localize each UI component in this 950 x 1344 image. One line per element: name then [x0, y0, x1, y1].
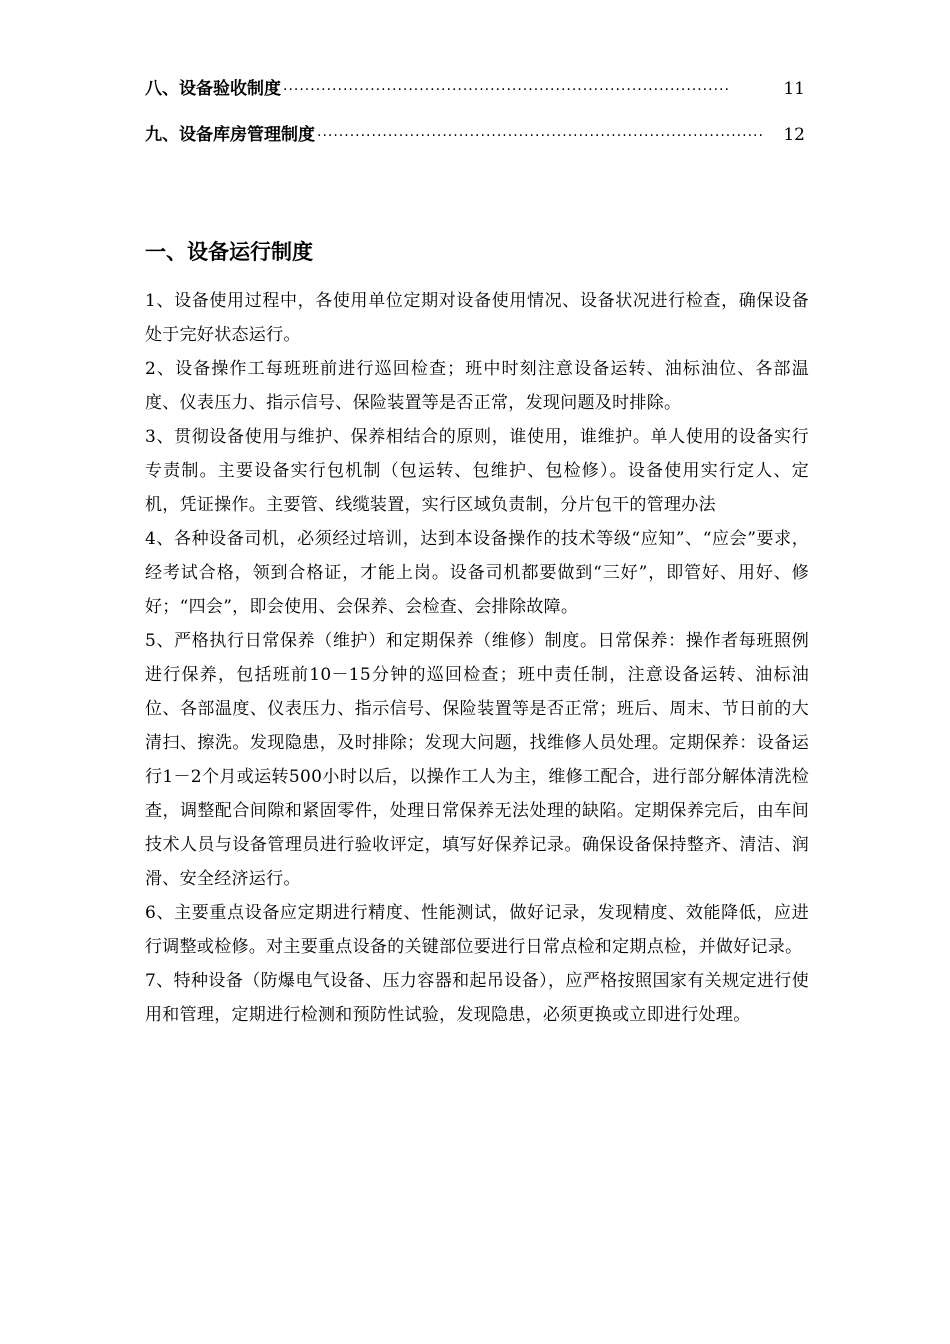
toc-leader-dots: ·················································································· — [317, 128, 764, 144]
paragraph: 1、设备使用过程中，各使用单位定期对设备使用情况、设备状况进行检查，确保设备处于完好状态运行。 — [145, 291, 809, 345]
table-of-contents — [145, 74, 805, 166]
toc-entry[interactable] — [145, 120, 805, 166]
toc-entry-page: 11 — [783, 79, 805, 99]
paragraph: 7、特种设备（防爆电气设备、压力容器和起吊设备），应严格按照国家有关规定进行使用和管理，定期进行检测和预防性试验，发现隐患，必须更换或立即进行处理。 — [145, 971, 809, 1025]
toc-entry-label: 八、设备验收制度 — [145, 79, 281, 99]
paragraph: 5、严格执行日常保养（维护）和定期保养（维修）制度。日常保养：操作者每班照例进行保养，包括班前10－15分钟的巡回检查；班中责任制，注意设备运转、油标油位、各部温度、仪表压力、指示信号、保险装置等是否正常；班后、周末、节日前的大清扫、擦洗。发现隐患，及时排除；发现大问题，找维修人员处理。定期保养：设备运行1－2个月或运转500小时以后，以操作工人为主，维修工配合，进行部分解体清洗检查，调整配合间隙和紧固零件，处理日常保养无法处理的缺陷。定期保养完后，由车间技术人员与设备管理员进行验收评定，填写好保养记录。确保设备保持整齐、清洁、润滑、安全经济运行。 — [145, 631, 809, 889]
paragraph: 3、贯彻设备使用与维护、保养相结合的原则，谁使用，谁维护。单人使用的设备实行专责制。主要设备实行包机制（包运转、包维护、包检修）。设备使用实行定人、定机，凭证操作。主要管、线缆装置，实行区域负责制，分片包干的管理办法 — [145, 427, 809, 515]
section-heading: 一、设备运行制度 — [145, 240, 313, 264]
paragraph: 2、设备操作工每班班前进行巡回检查；班中时刻注意设备运转、油标油位、各部温度、仪表压力、指示信号、保险装置等是否正常，发现问题及时排除。 — [145, 359, 809, 413]
toc-entry-page: 12 — [783, 125, 805, 145]
paragraph: 6、主要重点设备应定期进行精度、性能测试，做好记录，发现精度、效能降低，应进行调整或检修。对主要重点设备的关键部位要进行日常点检和定期点检，并做好记录。 — [145, 903, 809, 957]
toc-leader-dots: ·················································································· — [283, 82, 730, 98]
section-body — [145, 284, 809, 1032]
toc-entry[interactable] — [145, 74, 805, 120]
paragraph: 4、各种设备司机，必须经过培训，达到本设备操作的技术等级“应知”、“应会”要求，经考试合格，领到合格证，才能上岗。设备司机都要做到“三好”，即管好、用好、修好；“四会”，即会使用、会保养、会检查、会排除故障。 — [145, 529, 809, 617]
toc-entry-label: 九、设备库房管理制度 — [145, 125, 315, 145]
